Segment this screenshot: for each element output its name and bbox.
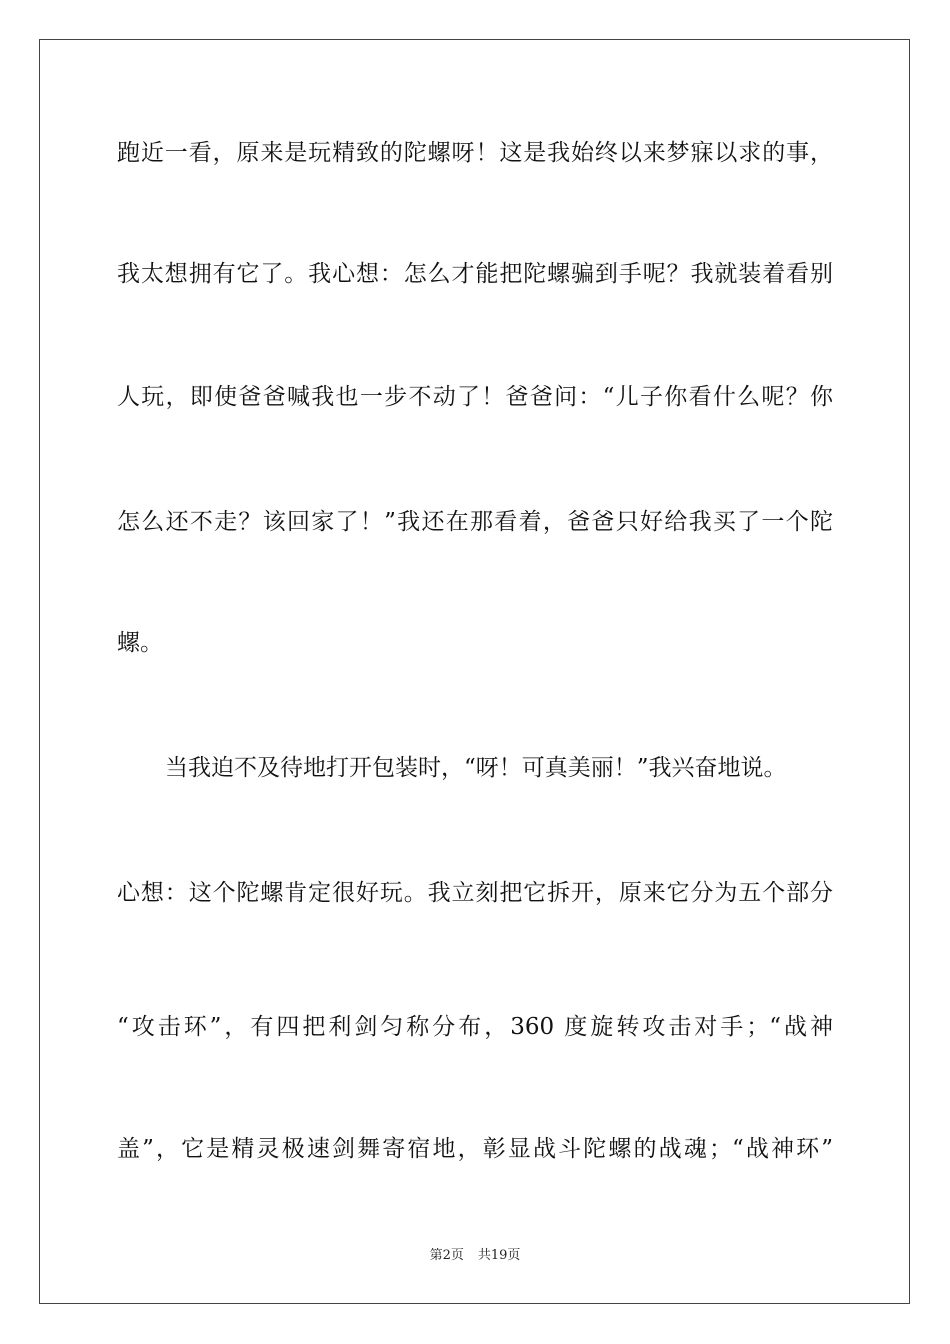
paragraph-line-8: “攻击环”，有四把利剑匀称分布，360 度旋转攻击对手；“战神	[117, 1014, 833, 1040]
page-border	[39, 39, 910, 1304]
paragraph-line-2: 我太想拥有它了。我心想：怎么才能把陀螺骗到手呢？我就装着看别	[117, 261, 833, 287]
page-total: 共19页	[477, 1248, 521, 1263]
paragraph-line-5: 螺。	[117, 630, 163, 656]
paragraph-line-9: 盖”，它是精灵极速剑舞寄宿地，彰显战斗陀螺的战魂；“战神环”	[117, 1136, 833, 1162]
page-number: 第2页	[429, 1248, 464, 1263]
paragraph-line-4: 怎么还不走？该回家了！”我还在那看着，爸爸只好给我买了一个陀	[117, 509, 833, 535]
paragraph-line-6: 当我迫不及待地打开包装时，“呀！可真美丽！”我兴奋地说。	[165, 755, 787, 781]
page-footer	[0, 1247, 950, 1265]
paragraph-line-3: 人玩，即使爸爸喊我也一步不动了！爸爸问：“儿子你看什么呢？你	[117, 384, 833, 410]
paragraph-line-7: 心想：这个陀螺肯定很好玩。我立刻把它拆开，原来它分为五个部分	[117, 880, 833, 906]
paragraph-line-1: 跑近一看，原来是玩精致的陀螺呀！这是我始终以来梦寐以求的事，	[117, 140, 833, 166]
